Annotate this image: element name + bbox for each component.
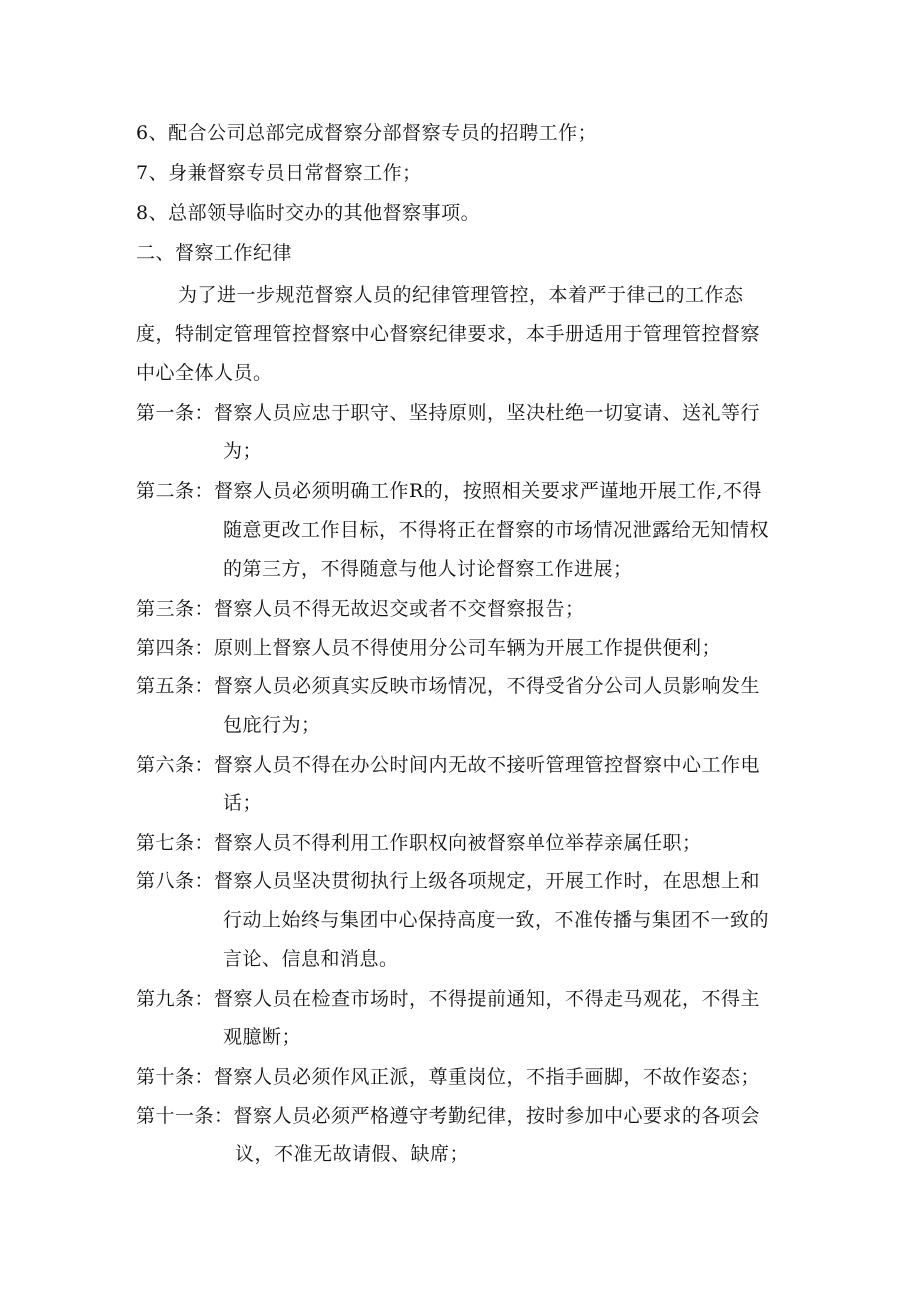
paragraph-line: 度，特制定管理管控督察中心督察纪律要求，本手册适用于管理管控督察 — [136, 323, 761, 345]
article-line: 第五条：督察人员必须真实反映市场情况，不得受省分公司人员影响发生 — [136, 675, 761, 697]
article-line: 第一条：督察人员应忠于职守、坚持原则，坚决杜绝一切宴请、送礼等行 — [136, 402, 761, 424]
article-line: 第十一条：督察人员必须严格遵守考勤纪律，按时参加中心要求的各项会 — [136, 1105, 761, 1127]
article-line: 第十条：督察人员必须作风正派，尊重岗位，不指手画脚，不故作姿态； — [136, 1066, 761, 1088]
article-line: 的第三方，不得随意与他人讨论督察工作进展； — [223, 558, 633, 580]
article-line: 随意更改工作目标，不得将正在督察的市场情况泄露给无知情权 — [223, 519, 770, 541]
article-line: 第二条：督察人员必须明确工作R的，按照相关要求严谨地开展工作,不得 — [136, 480, 762, 502]
list-item: 7、身兼督察专员日常督察工作； — [136, 162, 422, 184]
article-line: 第三条：督察人员不得无故迟交或者不交督察报告； — [136, 598, 585, 620]
section-heading: 二、督察工作纪律 — [136, 242, 293, 264]
list-item: 6、配合公司总部完成督察分部督察专员的招聘工作； — [136, 122, 598, 144]
article-line: 观臆断； — [223, 1026, 302, 1048]
article-line: 为； — [223, 440, 263, 462]
article-line: 言论、信息和消息。 — [223, 948, 399, 970]
article-line: 第九条：督察人员在检查市场时，不得提前通知，不得走马观花，不得主 — [136, 988, 761, 1010]
article-line: 第四条：原则上督察人员不得使用分公司车辆为开展工作提供便利； — [136, 637, 722, 659]
article-line: 第七条：督察人员不得利用工作职权向被督察单位举荐亲属任职； — [136, 832, 702, 854]
list-item: 8、总部领导临时交办的其他督察事项。 — [136, 202, 481, 224]
article-line: 行动上始终与集团中心保持高度一致，不准传播与集团不一致的 — [223, 909, 770, 931]
paragraph-line: 中心全体人员。 — [136, 362, 273, 384]
article-line: 第八条：督察人员坚决贯彻执行上级各项规定，开展工作时，在思想上和 — [136, 870, 761, 892]
article-line: 第六条：督察人员不得在办公时间内无故不接听管理管控督察中心工作电 — [136, 754, 761, 776]
article-line: 包庇行为； — [223, 714, 321, 736]
article-line: 话； — [223, 792, 263, 814]
article-line: 议，不准无故请假、缺席； — [235, 1143, 470, 1165]
paragraph-line: 为了进一步规范督察人员的纪律管理管控，本着严于律己的工作态 — [178, 284, 744, 306]
